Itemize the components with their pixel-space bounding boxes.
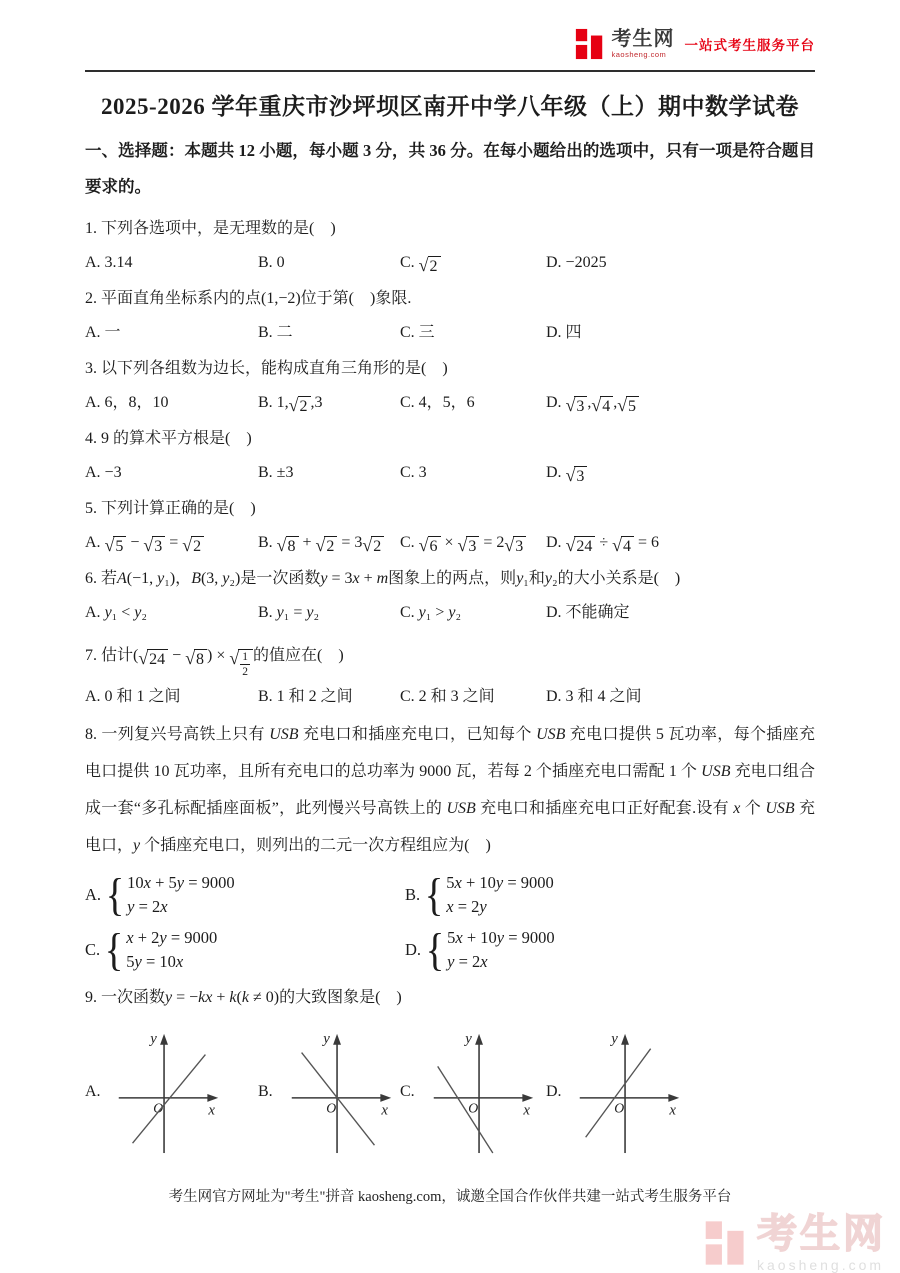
coordinate-graph-c xyxy=(426,1027,538,1155)
option-letter: D. xyxy=(546,1083,562,1100)
option-d: D. √ 3 xyxy=(546,456,815,490)
y-axis-arrow xyxy=(160,1034,168,1045)
option-b: B. 1, √ 2 ,3 xyxy=(258,386,400,420)
graph-option-b xyxy=(258,1027,400,1155)
option-b: B. 0 xyxy=(258,254,285,271)
options-row xyxy=(85,246,815,280)
question-7 xyxy=(85,632,815,714)
header-divider xyxy=(85,70,815,72)
question-stem: 5. 下列计算正确的是( ) xyxy=(85,500,256,517)
equation-line: y = 2x xyxy=(447,952,488,971)
option-b: B. √ 8 + √ 2 = 3 √ 2 xyxy=(258,526,400,560)
question-5 xyxy=(85,492,815,560)
option-letter: C. xyxy=(400,1083,415,1100)
option-c: C. √ 6 × √ 3 = 2 √ 3 xyxy=(400,526,546,560)
question-stem: 9. 一次函数y = −kx + k(k ≠ 0)的大致图象是( ) xyxy=(85,989,402,1006)
brace-glyph: { xyxy=(104,924,124,976)
option-c-system xyxy=(85,926,405,974)
option-b: B. 1 和 2 之间 xyxy=(258,688,353,705)
option-c: C. 3 xyxy=(400,464,427,481)
systems-row-2 xyxy=(85,926,815,974)
option-letter: A. xyxy=(85,1083,101,1100)
systems-row-1 xyxy=(85,871,815,919)
option-a: A. −3 xyxy=(85,464,122,481)
question-8 xyxy=(85,716,815,974)
option-d: D. √ 24 ÷ √ 4 = 6 xyxy=(546,526,815,560)
logo-domain: kaosheng.com xyxy=(611,50,667,60)
question-stem: 4. 9 的算术平方根是( ) xyxy=(85,430,252,447)
option-b-system xyxy=(405,871,554,919)
options-row xyxy=(85,316,815,350)
origin-label: O xyxy=(614,1100,625,1116)
function-line xyxy=(586,1049,651,1138)
option-letter: C. xyxy=(85,940,101,959)
options-row xyxy=(85,596,815,630)
question-stem: 2. 平面直角坐标系内的点(1,−2)位于第( )象限. xyxy=(85,290,412,307)
origin-label: O xyxy=(326,1100,337,1116)
y-axis-arrow xyxy=(333,1034,341,1045)
x-axis-arrow xyxy=(380,1094,391,1102)
option-c: C. y₁ > y₂ xyxy=(400,604,462,621)
watermark-domain: kaosheng.com xyxy=(757,1257,885,1273)
y-axis-label: y xyxy=(323,1030,330,1047)
x-axis-label: x xyxy=(523,1102,530,1119)
x-axis-arrow xyxy=(207,1094,218,1102)
option-d: D. 四 xyxy=(546,324,582,341)
y-axis-arrow xyxy=(621,1034,629,1045)
x-axis-label: x xyxy=(669,1102,676,1119)
equation-line: y = 2x xyxy=(127,897,168,916)
brace-glyph: { xyxy=(105,869,125,921)
question-1 xyxy=(85,212,815,280)
kaosheng-logo-icon xyxy=(574,26,606,62)
brace-glyph: { xyxy=(425,924,445,976)
option-a: A. 一 xyxy=(85,324,121,341)
option-d: D. −2025 xyxy=(546,254,607,271)
question-2 xyxy=(85,282,815,350)
logo-tagline: 一站式考生服务平台 xyxy=(684,38,815,53)
option-a: A. √ 5 − √ 3 = √ 2 xyxy=(85,526,258,560)
origin-label: O xyxy=(468,1100,479,1116)
option-a: A. 3.14 xyxy=(85,254,133,271)
x-axis-arrow xyxy=(668,1094,679,1102)
equation-line: 5x + 10y = 9000 xyxy=(446,873,554,892)
question-3 xyxy=(85,352,815,420)
option-letter: D. xyxy=(405,940,422,959)
graph-option-d xyxy=(546,1027,684,1155)
x-axis-label: x xyxy=(208,1102,215,1119)
y-axis-label: y xyxy=(150,1030,157,1047)
option-c: C. √ 2 xyxy=(400,246,546,280)
footer-text: 考生网官方网址为"考生"拼音 kaosheng.com，诚邀全国合作伙伴共建一站式考生服务平台 xyxy=(168,1189,732,1205)
question-6 xyxy=(85,562,815,630)
option-letter: B. xyxy=(258,1083,273,1100)
option-b: B. ±3 xyxy=(258,464,294,481)
equation-line: 5y = 10x xyxy=(126,952,184,971)
option-d: D. 不能确定 xyxy=(546,604,630,621)
question-stem: 6. 若A(−1, y₁)，B(3, y₂)是一次函数y = 3x + m图象上的两点，则y₁和y₂的大小关系是( ) xyxy=(85,570,681,587)
options-row xyxy=(85,680,815,714)
header xyxy=(85,0,815,70)
option-a: A. 6，8，10 xyxy=(85,394,169,411)
equation-line: 5x + 10y = 9000 xyxy=(447,928,555,947)
question-9 xyxy=(85,981,815,1155)
option-d: D. 3 和 4 之间 xyxy=(546,688,642,705)
question-4 xyxy=(85,422,815,490)
option-d: D. √ 3 , √ 4 , √ 5 xyxy=(546,386,815,420)
option-a: A. y₁ < y₂ xyxy=(85,604,147,621)
origin-label: O xyxy=(153,1100,164,1116)
equation-line: x + 2y = 9000 xyxy=(126,928,218,947)
graph-option-c xyxy=(400,1027,546,1155)
option-letter: A. xyxy=(85,885,102,904)
logo-brand: 考生网 xyxy=(611,28,675,51)
coordinate-graph-b xyxy=(284,1027,396,1155)
x-axis-label: x xyxy=(381,1102,388,1119)
option-letter: B. xyxy=(405,885,421,904)
function-line xyxy=(438,1066,493,1153)
y-axis-arrow xyxy=(475,1034,483,1045)
question-stem: 1. 下列各选项中，是无理数的是( ) xyxy=(85,220,336,237)
function-line xyxy=(133,1055,206,1144)
section-instructions: 一、选择题：本题共 12 小题，每小题 3 分，共 36 分。在每小题给出的选项中，只有一项是符合题目要求的。 xyxy=(85,141,815,196)
x-axis-arrow xyxy=(522,1094,533,1102)
question-stem: 7. 估计( √ 24 − √ 8 ) × √ $\frac{1}{2}$ 的值应在( ) xyxy=(85,647,344,679)
option-b: B. 二 xyxy=(258,324,293,341)
watermark-logo-icon xyxy=(703,1217,749,1269)
equation-line: 10x + 5y = 9000 xyxy=(127,873,235,892)
y-axis-label: y xyxy=(465,1030,472,1047)
option-c: C. 4，5，6 xyxy=(400,394,475,411)
brace-glyph: { xyxy=(424,869,444,921)
option-a: A. 0 和 1 之间 xyxy=(85,688,181,705)
watermark xyxy=(703,1214,886,1272)
options-row xyxy=(85,386,815,420)
page-title: 2025-2026 学年重庆市沙坪坝区南开中学八年级（上）期中数学试卷 xyxy=(101,94,799,119)
options-row xyxy=(85,456,815,490)
option-a-system xyxy=(85,871,405,919)
coordinate-graph-a xyxy=(111,1027,223,1155)
graph-options-row xyxy=(85,1027,815,1155)
graph-option-a xyxy=(85,1027,258,1155)
option-c: C. 三 xyxy=(400,324,435,341)
question-stem: 3. 以下列各组数为边长，能构成直角三角形的是( ) xyxy=(85,360,448,377)
options-row xyxy=(85,526,815,560)
kaosheng-logo xyxy=(574,26,816,62)
watermark-brand: 考生网 xyxy=(757,1212,886,1256)
option-c: C. 2 和 3 之间 xyxy=(400,688,495,705)
option-d-system xyxy=(405,926,555,974)
equation-line: x = 2y xyxy=(446,897,487,916)
coordinate-graph-d xyxy=(572,1027,684,1155)
question-stem: 8. 一列复兴号高铁上只有 USB 充电口和插座充电口，已知每个 USB 充电口提供 5 瓦功率，每个插座充电口提供 10 瓦功率，且所有充电口的总功率为 9000 瓦，若每 2 个插座充电口需配 1 个 USB 充电口组合成一套“多孔标配插座面板”，此列慢兴号高铁上的 USB 充电口和插座充电口正好配套.设有 x 个 USB 充电口，y 个插座充电口，则列出的二元一次方程组应为( ) xyxy=(85,726,815,854)
function-line xyxy=(302,1053,375,1146)
option-b: B. y₁ = y₂ xyxy=(258,604,320,621)
y-axis-label: y xyxy=(611,1030,618,1047)
